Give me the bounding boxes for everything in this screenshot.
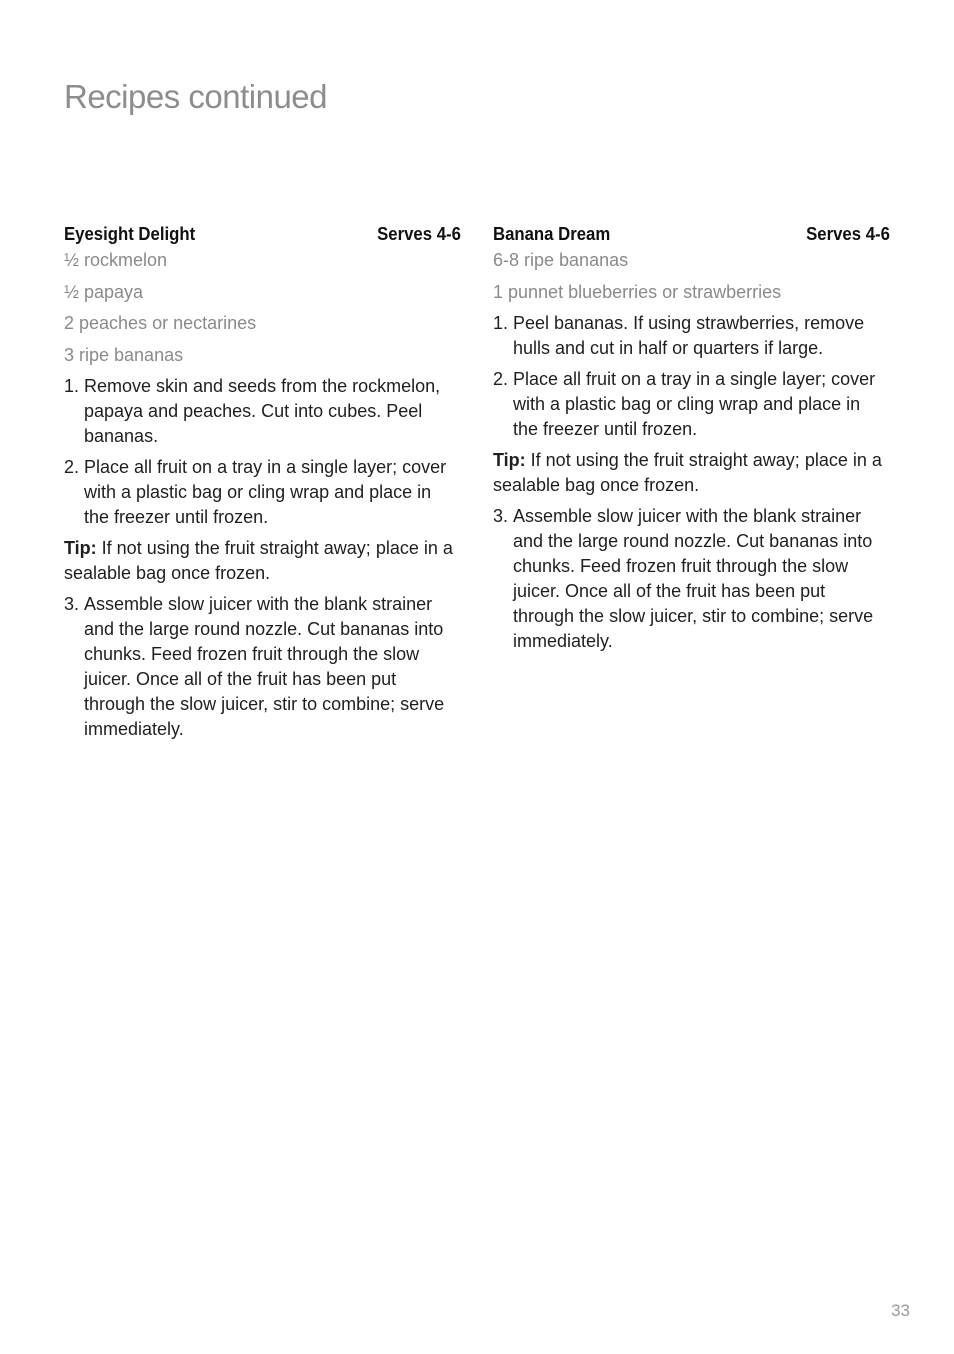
method-step (493, 311, 890, 361)
page-title: Recipes continued (64, 78, 328, 116)
tip-note (64, 536, 461, 586)
recipe-header (64, 222, 461, 248)
step-number: 3. (493, 506, 509, 526)
tip-text: If not using the fruit straight away; place in a sealable bag once frozen. (493, 450, 882, 495)
ingredient-item: 2 peaches or nectarines (64, 313, 257, 333)
step-number: 3. (64, 594, 80, 614)
method-step (64, 592, 461, 742)
step-number: 1. (493, 313, 509, 333)
tip-note (493, 448, 890, 498)
recipe-banana-dream (493, 222, 890, 660)
tip-label: Tip: (64, 538, 97, 558)
step-text: Remove skin and seeds from the rockmelon, papaya and peaches. Cut into cubes. Peel bananas. (84, 376, 441, 446)
method-step (64, 455, 461, 530)
step-text: Place all fruit on a tray in a single layer; cover with a plastic bag or cling wrap and place in the freezer until frozen. (513, 369, 876, 439)
step-text: Place all fruit on a tray in a single layer; cover with a plastic bag or cling wrap and place in the freezer until frozen. (84, 457, 447, 527)
ingredient-item: 3 ripe bananas (64, 344, 184, 365)
ingredient-item: 1 punnet blueberries or strawberries (493, 281, 782, 302)
recipe-header (493, 222, 890, 248)
step-text: Assemble slow juicer with the blank strainer and the large round nozzle. Cut bananas into chunks. Feed frozen fruit through the slow juicer. Once all of the fruit has been put through the slow juicer, stir to combine; serve immediately. (84, 594, 445, 739)
ingredient-item: ½ papaya (64, 281, 144, 302)
method-step (493, 504, 890, 654)
recipe-title: Eyesight Delight (64, 224, 196, 244)
method-step (493, 367, 890, 442)
method-step (64, 374, 461, 449)
step-number: 1. (64, 376, 80, 396)
step-text: Peel bananas. If using strawberries, remove hulls and cut in half or quarters if large. (513, 313, 865, 358)
recipe-title: Banana Dream (493, 224, 611, 244)
page-number: 33 (891, 1301, 910, 1320)
tip-text: If not using the fruit straight away; place in a sealable bag once frozen. (64, 538, 453, 583)
recipe-serves: Serves 4-6 (806, 224, 890, 244)
tip-label: Tip: (493, 450, 526, 470)
step-number: 2. (493, 369, 509, 389)
ingredient-item: ½ rockmelon (64, 250, 168, 270)
step-number: 2. (64, 457, 80, 477)
recipe-serves: Serves 4-6 (377, 224, 461, 244)
ingredient-item: 6-8 ripe bananas (493, 250, 629, 270)
step-text: Assemble slow juicer with the blank strainer and the large round nozzle. Cut bananas into chunks. Feed frozen fruit through the slow juicer. Once all of the fruit has been put through the slow juicer, stir to combine; serve immediately. (513, 506, 874, 651)
recipe-eyesight-delight (64, 222, 461, 748)
